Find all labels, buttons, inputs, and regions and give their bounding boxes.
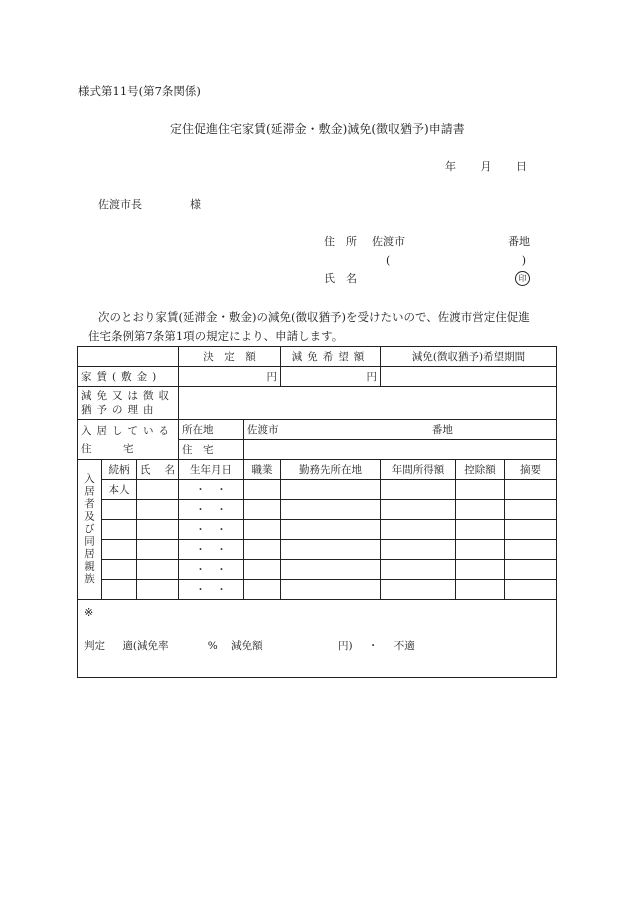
birth-cell[interactable]: ・ ・ <box>179 520 244 540</box>
reason-label-line-2: 猶予の理由 <box>81 404 159 416</box>
address-city: 佐渡市 <box>372 235 405 248</box>
house-label-line-2: 住 宅 <box>81 442 134 455</box>
intro-line-1: 次のとおり家賃(延滞金・敷金)の減免(徴収猶予)を受けたいので、佐渡市営定住促進 <box>98 310 530 324</box>
judgment-ng: 不適 <box>393 640 415 652</box>
family-header-row <box>78 460 557 480</box>
house-label-line-1: 入居している <box>81 424 174 437</box>
income-cell[interactable] <box>381 480 456 500</box>
col-birth: 生年月日 <box>179 460 244 480</box>
name-cell[interactable] <box>137 480 179 500</box>
birth-cell[interactable]: ・ ・ <box>179 560 244 580</box>
judgment-line <box>84 638 415 653</box>
judgment-label: 判定 <box>84 640 105 652</box>
col-name <box>137 460 179 480</box>
location-suffix: 番地 <box>431 424 453 436</box>
workplace-cell[interactable] <box>281 520 381 540</box>
rent-row <box>78 367 557 387</box>
date-year: 年 <box>445 160 456 173</box>
header-decided-amount: 決 定 額 <box>179 347 281 367</box>
deduction-cell[interactable] <box>456 480 505 500</box>
col-remarks: 摘要 <box>505 460 557 480</box>
birth-cell[interactable]: ・ ・ <box>179 580 244 600</box>
table-row <box>78 540 557 560</box>
application-table <box>77 346 557 678</box>
workplace-cell[interactable] <box>281 480 381 500</box>
job-cell[interactable] <box>244 560 281 580</box>
relation-cell[interactable] <box>102 580 137 600</box>
workplace-cell[interactable] <box>281 500 381 520</box>
location-city: 佐渡市 <box>247 424 279 436</box>
intro-line-2: 住宅条例第7条第1項の規定により、申請します。 <box>88 329 344 343</box>
name-cell[interactable] <box>137 560 179 580</box>
table-row <box>78 520 557 540</box>
date-line <box>445 161 527 172</box>
income-cell[interactable] <box>381 580 456 600</box>
location-field[interactable] <box>244 420 557 440</box>
deduction-cell[interactable] <box>456 580 505 600</box>
judgment-amount: 減免額 <box>231 640 263 652</box>
job-cell[interactable] <box>244 520 281 540</box>
table-row <box>78 480 557 500</box>
name-cell[interactable] <box>137 580 179 600</box>
remarks-cell[interactable] <box>505 560 557 580</box>
income-cell[interactable] <box>381 560 456 580</box>
remarks-cell[interactable] <box>505 520 557 540</box>
addressee <box>98 199 201 210</box>
name-label-1: 氏 <box>324 272 335 285</box>
workplace-cell[interactable] <box>281 560 381 580</box>
col-relation: 続柄 <box>102 460 137 480</box>
date-day: 日 <box>516 160 527 173</box>
job-cell[interactable] <box>244 480 281 500</box>
table-header-row <box>78 347 557 367</box>
address-suffix: 番地 <box>508 235 530 248</box>
birth-cell[interactable]: ・ ・ <box>179 500 244 520</box>
house-field[interactable] <box>244 440 557 460</box>
deduction-cell[interactable] <box>456 560 505 580</box>
relation-cell[interactable] <box>102 520 137 540</box>
addressee-name: 佐渡市長 <box>98 198 142 211</box>
remarks-cell[interactable] <box>505 480 557 500</box>
job-cell[interactable] <box>244 580 281 600</box>
deduction-cell[interactable] <box>456 520 505 540</box>
form-number: 様式第11号(第7条関係) <box>78 84 201 98</box>
col-deduction: 控除額 <box>456 460 505 480</box>
table-row <box>78 580 557 600</box>
seal-mark: 印 <box>515 271 530 286</box>
addressee-honorific: 様 <box>190 198 201 211</box>
note-mark: ※ <box>84 606 94 619</box>
name-cell[interactable] <box>137 500 179 520</box>
relation-cell[interactable] <box>102 560 137 580</box>
judgment-yen: 円) <box>337 640 353 652</box>
paren-open: ( <box>386 254 391 267</box>
col-workplace: 勤務先所在地 <box>281 460 381 480</box>
col-income: 年間所得額 <box>381 460 456 480</box>
name-label-2: 名 <box>346 272 357 285</box>
house-sub-label: 住 宅 <box>179 440 244 460</box>
reason-field[interactable] <box>179 387 557 420</box>
relation-cell[interactable] <box>102 540 137 560</box>
job-cell[interactable] <box>244 500 281 520</box>
document-title: 定住促進住宅家賃(延滞金・敷金)減免(徴収猶予)申請書 <box>170 122 465 136</box>
decided-amount-field[interactable]: 円 <box>179 367 281 387</box>
name-cell[interactable] <box>137 520 179 540</box>
reason-label-line-1: 減免又は徴収 <box>81 390 174 402</box>
judgment-dot: ・ <box>367 640 379 652</box>
table-row <box>78 500 557 520</box>
remarks-cell[interactable] <box>505 500 557 520</box>
family-label: 入居者及び同居親族 <box>78 460 102 600</box>
location-label: 所在地 <box>179 420 244 440</box>
name-cell[interactable] <box>137 540 179 560</box>
remarks-cell[interactable] <box>505 580 557 600</box>
house-label <box>78 420 179 460</box>
judgment-cell <box>78 600 557 678</box>
birth-cell[interactable]: ・ ・ <box>179 540 244 560</box>
header-requested-amount: 減免希望額 <box>281 347 381 367</box>
workplace-cell[interactable] <box>281 580 381 600</box>
income-cell[interactable] <box>381 540 456 560</box>
judgment-percent: % <box>207 640 218 652</box>
rent-label: 家賃(敷金) <box>78 367 179 387</box>
relation-cell[interactable] <box>102 500 137 520</box>
date-month: 月 <box>480 160 492 173</box>
job-cell[interactable] <box>244 540 281 560</box>
col-name-2: 名 <box>164 464 176 476</box>
period-field[interactable] <box>381 367 557 387</box>
judgment-ok: 適(減免率 <box>122 640 169 652</box>
income-cell[interactable] <box>381 520 456 540</box>
requested-amount-field[interactable]: 円 <box>281 367 381 387</box>
house-location-row <box>78 420 557 440</box>
header-period: 減免(徴収猶予)希望期間 <box>381 347 557 367</box>
deduction-cell[interactable] <box>456 540 505 560</box>
paren-close: ) <box>521 254 526 267</box>
reason-label <box>78 387 179 420</box>
deduction-cell[interactable] <box>456 500 505 520</box>
remarks-cell[interactable] <box>505 540 557 560</box>
col-name-1: 氏 <box>140 464 151 476</box>
reason-row <box>78 387 557 420</box>
address-label-2: 所 <box>346 235 357 248</box>
relation-self: 本人 <box>102 480 137 500</box>
address-label-1: 住 <box>324 235 335 248</box>
workplace-cell[interactable] <box>281 540 381 560</box>
judgment-row <box>78 600 557 678</box>
table-row <box>78 560 557 580</box>
birth-cell[interactable]: ・ ・ <box>179 480 244 500</box>
income-cell[interactable] <box>381 500 456 520</box>
col-job: 職業 <box>244 460 281 480</box>
